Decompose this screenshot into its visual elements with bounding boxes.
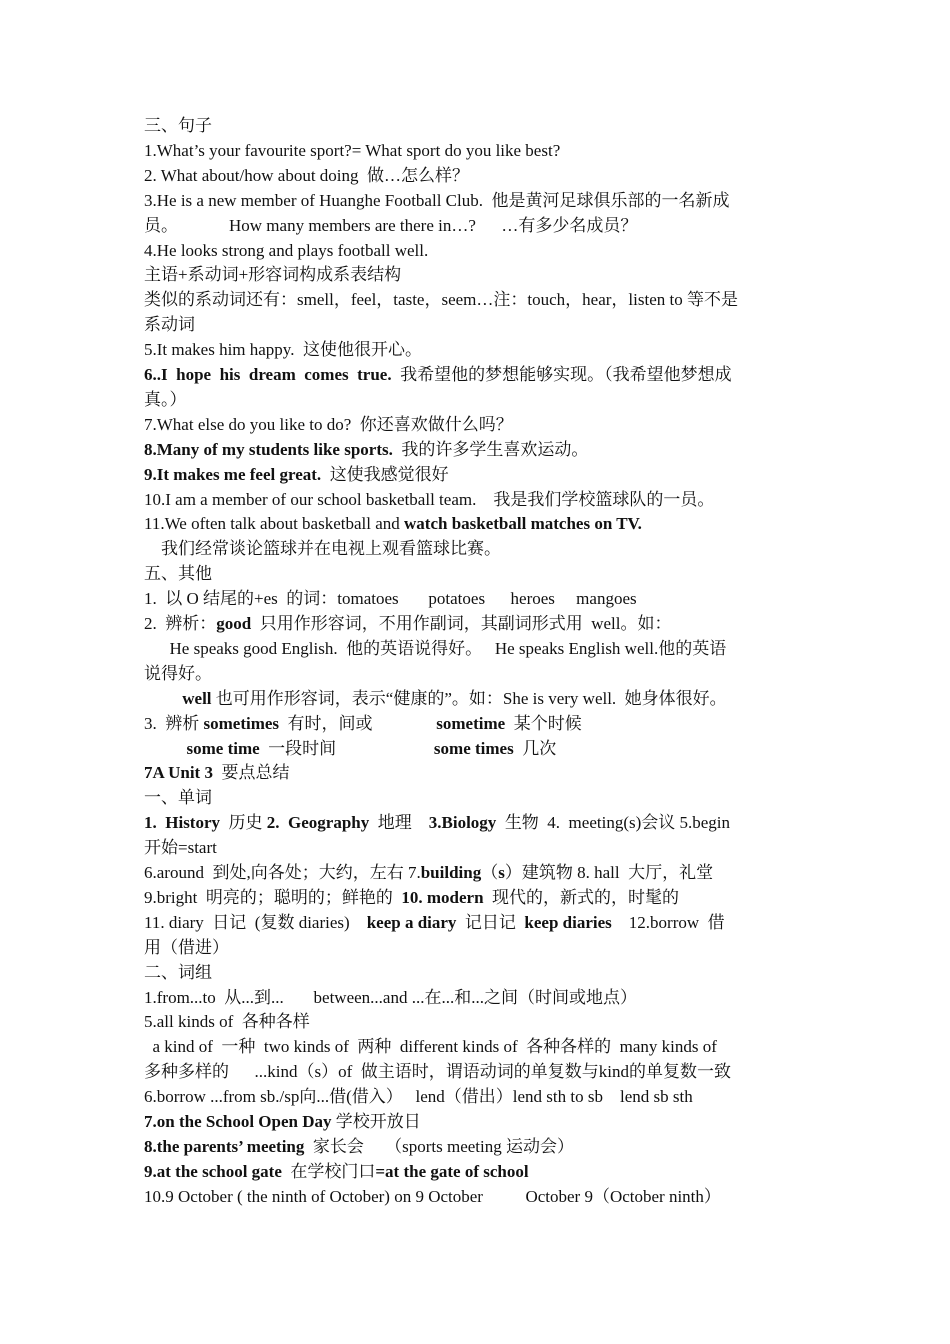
- bold-text-segment: keep diaries: [524, 912, 612, 932]
- text-segment: 类似的系动词还有：smell，feel，taste，seem…注：touch，hear，listen to 等不是: [144, 290, 738, 310]
- text-segment: 二、词组: [144, 962, 212, 982]
- bold-text-segment: keep a diary: [366, 912, 457, 932]
- text-segment: 7.What else do you like to do? 你还喜欢做什么吗？: [144, 414, 513, 434]
- text-segment: 4.He looks strong and plays football well.: [144, 240, 429, 260]
- text-segment: 3.He is a new member of Huanghe Football Club. 他是黄河足球俱乐部的一名新成: [144, 190, 730, 210]
- text-line: [144, 1034, 814, 1059]
- bold-text-segment: well: [182, 688, 212, 708]
- bold-text-segment: 8.Many of my students like sports.: [144, 439, 393, 459]
- text-line: [144, 1184, 814, 1209]
- text-line: [144, 462, 814, 487]
- text-segment: 只用作形容词，不用作副词，其副词形式用 well。如：: [251, 614, 672, 633]
- text-segment: 12.borrow 借: [611, 912, 725, 932]
- text-line: [144, 960, 814, 985]
- text-line: [144, 1009, 814, 1034]
- text-line: [144, 188, 814, 213]
- bold-text-segment: 6..I hope his dream comes true.: [144, 365, 392, 384]
- text-line: [144, 935, 814, 960]
- text-segment: 五、其他: [144, 564, 212, 584]
- text-line: [144, 511, 814, 536]
- text-segment: 一、单词: [144, 788, 212, 808]
- bold-text-segment: 1. History: [144, 813, 221, 833]
- bold-text-segment: 10. modern: [401, 887, 484, 907]
- text-segment: 3. 辨析: [144, 713, 204, 733]
- text-segment: He speaks good English. 他的英语说得好。 He speaks English well.他的英语: [144, 638, 727, 658]
- text-segment: 11. diary 日记 (复数 diaries): [144, 912, 367, 932]
- text-line: [144, 586, 814, 611]
- text-line: [144, 1134, 814, 1159]
- bold-text-segment: at the school gate: [156, 1161, 282, 1181]
- text-line: [144, 985, 814, 1010]
- text-line: [144, 387, 814, 412]
- text-line: [144, 238, 814, 263]
- text-line: [144, 611, 814, 636]
- bold-text-segment: 9.It makes me feel great.: [144, 464, 322, 484]
- text-segment: 几次: [513, 738, 557, 758]
- text-line: [144, 910, 814, 935]
- text-segment: 主语+系动词+形容词构成系表结构: [144, 265, 402, 285]
- text-segment: 在学校门口: [281, 1161, 376, 1181]
- text-segment: [144, 739, 187, 758]
- bold-text-segment: s: [498, 863, 505, 882]
- text-segment: 11.We often talk about basketball and: [144, 514, 405, 534]
- bold-text-segment: some times: [433, 738, 514, 758]
- text-line: [144, 686, 814, 711]
- text-line: [144, 1159, 814, 1184]
- text-line: [144, 561, 814, 586]
- text-line: [144, 163, 814, 188]
- text-line: [144, 113, 814, 138]
- bold-text-segment: building: [420, 863, 482, 882]
- text-segment: 开始=start: [144, 838, 217, 858]
- text-line: [144, 1109, 814, 1134]
- text-line: [144, 412, 814, 437]
- bold-text-segment: sometime: [436, 713, 506, 733]
- text-segment: （: [481, 863, 499, 882]
- text-segment: 1.What’s your favourite sport?= What sport do you like best?: [144, 140, 561, 160]
- text-segment: 有时，间或: [279, 713, 437, 733]
- bold-text-segment: =at the gate of school: [375, 1161, 529, 1181]
- text-line: [144, 1059, 814, 1084]
- text-segment: 地理: [369, 813, 429, 833]
- text-segment: [144, 689, 182, 708]
- text-segment: ）建筑物 8. hall 大厅，礼堂: [504, 863, 714, 882]
- text-segment: 记日记: [456, 912, 525, 932]
- text-segment: 现代的，新式的，时髦的: [483, 887, 680, 907]
- bold-text-segment: watch basketball matches on TV.: [404, 514, 642, 534]
- text-line: [144, 287, 814, 312]
- text-line: [144, 262, 814, 287]
- text-segment: 某个时候: [505, 713, 582, 733]
- text-line: [144, 885, 814, 910]
- text-line: [144, 636, 814, 661]
- text-line: [144, 835, 814, 860]
- text-line: [144, 213, 814, 238]
- text-segment: 2. What about/how about doing 做…怎么样？: [144, 165, 470, 185]
- text-segment: 多种多样的 ...kind（s）of 做主语时，谓语动词的单复数与kind的单复数一致: [144, 1062, 731, 1082]
- text-line: [144, 860, 814, 885]
- text-line: [144, 785, 814, 810]
- text-line: [144, 487, 814, 512]
- text-segment: 一段时间: [259, 738, 434, 758]
- text-segment: 6.around 到处,向各处；大约，左右 7.: [144, 863, 421, 882]
- text-line: [144, 661, 814, 686]
- bold-text-segment: 3.Biology: [428, 813, 497, 833]
- text-line: [144, 138, 814, 163]
- text-segment: 5.all kinds of 各种各样: [144, 1012, 310, 1032]
- bold-text-segment: 2. Geography: [266, 813, 370, 833]
- text-line: [144, 337, 814, 362]
- bold-text-segment: good: [216, 614, 252, 633]
- text-line: [144, 536, 814, 561]
- text-line: [144, 736, 814, 761]
- text-line: [144, 1084, 814, 1109]
- text-segment: 员。 How many members are there in…? …有多少名成员？: [144, 215, 638, 235]
- text-segment: 10.9 October ( the ninth of October) on 9 October October 9（October ninth）: [144, 1186, 721, 1206]
- text-line: [144, 362, 814, 387]
- text-segment: 2. 辨析：: [144, 614, 217, 633]
- text-segment: 系动词: [144, 315, 195, 335]
- text-segment: 我希望他的梦想能够实现。（我希望他梦想成: [391, 365, 732, 384]
- text-segment: a kind of 一种 two kinds of 两种 different kinds of 各种各样的 many kinds of: [144, 1037, 717, 1057]
- text-segment: 6.borrow ...from sb./sp向...借(借入） lend（借出）lend sth to sb lend sb sth: [144, 1087, 693, 1107]
- text-segment: 用（借进）: [144, 937, 229, 957]
- text-segment: 说得好。: [144, 663, 212, 683]
- bold-text-segment: 7.on the School Open Day: [144, 1112, 332, 1131]
- text-line: [144, 711, 814, 736]
- text-segment: 10.I am a member of our school basketball team. 我是我们学校篮球队的一员。: [144, 489, 715, 509]
- bold-text-segment: sometimes: [203, 713, 280, 733]
- text-segment: 1. 以 O 结尾的+es 的词：tomatoes potatoes heroes mangoes: [144, 589, 637, 609]
- text-segment: 真。）: [144, 389, 187, 409]
- text-segment: 生物 4. meeting(s)会议 5.begin: [496, 813, 731, 833]
- bold-text-segment: 7A Unit 3: [144, 763, 213, 783]
- text-segment: 三、句子: [144, 116, 212, 135]
- text-segment: 1.from...to 从...到... between...and ...在...和...之间（时间或地点）: [144, 987, 637, 1007]
- text-segment: 学校开放日: [331, 1112, 421, 1131]
- text-segment: 我的许多学生喜欢运动。: [392, 439, 589, 459]
- bold-text-segment: 9.: [144, 1161, 157, 1181]
- text-line: [144, 810, 814, 835]
- text-line: [144, 760, 814, 785]
- text-segment: 5.It makes him happy. 这使他很开心。: [144, 340, 422, 360]
- text-line: [144, 312, 814, 337]
- bold-text-segment: some time: [186, 738, 260, 758]
- text-segment: 也可用作形容词，表示“健康的”。如：She is very well. 她身体很好。: [211, 688, 727, 708]
- text-segment: 历史: [220, 813, 267, 833]
- bold-text-segment: 8.the parents’ meeting: [144, 1136, 305, 1156]
- text-segment: 9.bright 明亮的；聪明的；鲜艳的: [144, 887, 402, 907]
- text-segment: 要点总结: [212, 763, 290, 783]
- text-line: [144, 437, 814, 462]
- text-segment: 家长会 （sports meeting 运动会）: [304, 1136, 575, 1156]
- text-segment: 这使我感觉很好: [321, 464, 449, 484]
- text-segment: 我们经常谈论篮球并在电视上观看篮球比赛。: [144, 539, 501, 559]
